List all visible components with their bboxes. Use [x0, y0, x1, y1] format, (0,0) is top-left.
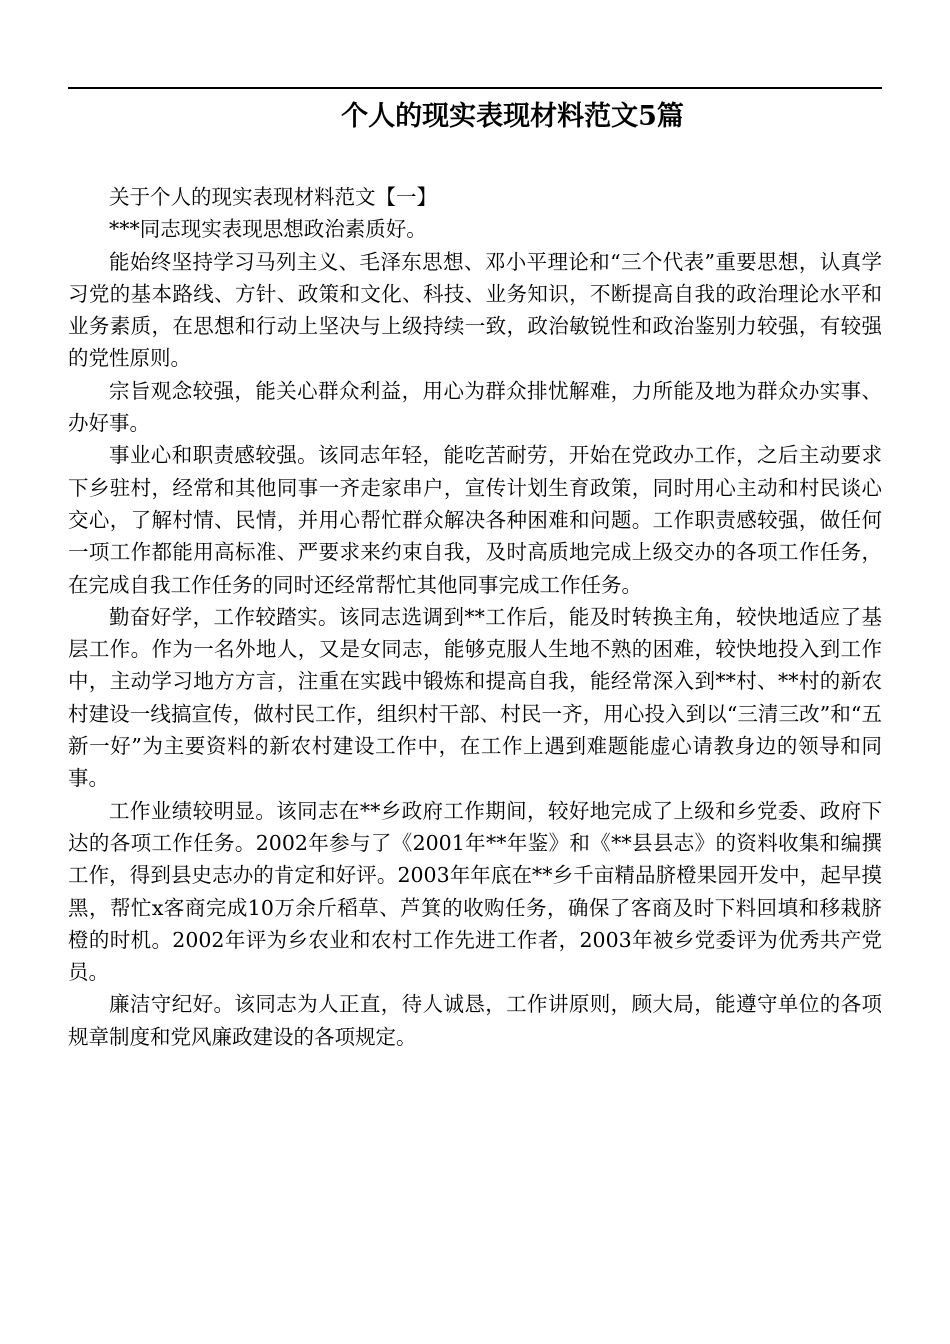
paragraph: 事业心和职责感较强。该同志年轻，能吃苦耐劳，开始在党政办工作，之后主动要求下乡驻村，经常和其他同事一齐走家串户，宣传计划生育政策，同时用心主动和村民谈心交心，了解村情、民情，并用心帮忙群众解决各种困难和问题。工作职责感较强，做任何一项工作都能用高标准、严要求来约束自我，及时高质地完成上级交办的各项工作任务，在完成自我工作任务的同时还经常帮忙其他同事完成工作任务。 — [68, 443, 882, 597]
paragraph: 宗旨观念较强，能关心群众利益，用心为群众排忧解难，力所能及地为群众办实事、办好事。 — [68, 378, 882, 436]
document-body — [68, 181, 882, 1053]
document-title: 个人的现实表现材料范文5篇 — [341, 101, 684, 132]
header-rule — [68, 87, 882, 89]
paragraph: 勤奋好学，工作较踏实。该同志选调到**工作后，能及时转换主角，较快地适应了基层工作。作为一名外地人，又是女同志，能够克服人生地不熟的困难，较快地投入到工作中，主动学习地方方言，注重在实践中锻炼和提高自我，能经常深入到**村、**村的新农村建设一线搞宣传，做村民工作，组织村干部、村民一齐，用心投入到以“三清三改”和“五新一好”为主要资料的新农村建设工作中，在工作上遇到难题能虚心请教身边的领导和同事。 — [68, 604, 882, 791]
paragraph: 廉洁守纪好。该同志为人正直，待人诚恳，工作讲原则，顾大局，能遵守单位的各项规章制度和党风廉政建设的各项规定。 — [68, 992, 882, 1049]
section-heading: 关于个人的现实表现材料范文【一】 — [109, 185, 437, 209]
paragraph: ***同志现实表现思想政治素质好。 — [109, 217, 427, 242]
paragraph: 工作业绩较明显。该同志在**乡政府工作期间，较好地完成了上级和乡党委、政府下达的各项工作任务。2002年参与了《2001年**年鉴》和《**县县志》的资料收集和编撰工作，得到县史志办的肯定和好评。2003年年底在**乡千亩精品脐橙果园开发中，起早摸黑，帮忙x客商完成10万余斤稻草、芦箕的收购任务，确保了客商及时下料回填和移栽脐橙的时机。2002年评为乡农业和农村工作先进工作者，2003年被乡党委评为优秀共产党员。 — [68, 798, 882, 985]
paragraph: 能始终坚持学习马列主义、毛泽东思想、邓小平理论和“三个代表”重要思想，认真学习党的基本路线、方针、政策和文化、科技、业务知识，不断提高自我的政治理论水平和业务素质，在思想和行动上坚决与上级持续一致，政治敏锐性和政治鉴别力较强，有较强的党性原则。 — [68, 249, 882, 371]
